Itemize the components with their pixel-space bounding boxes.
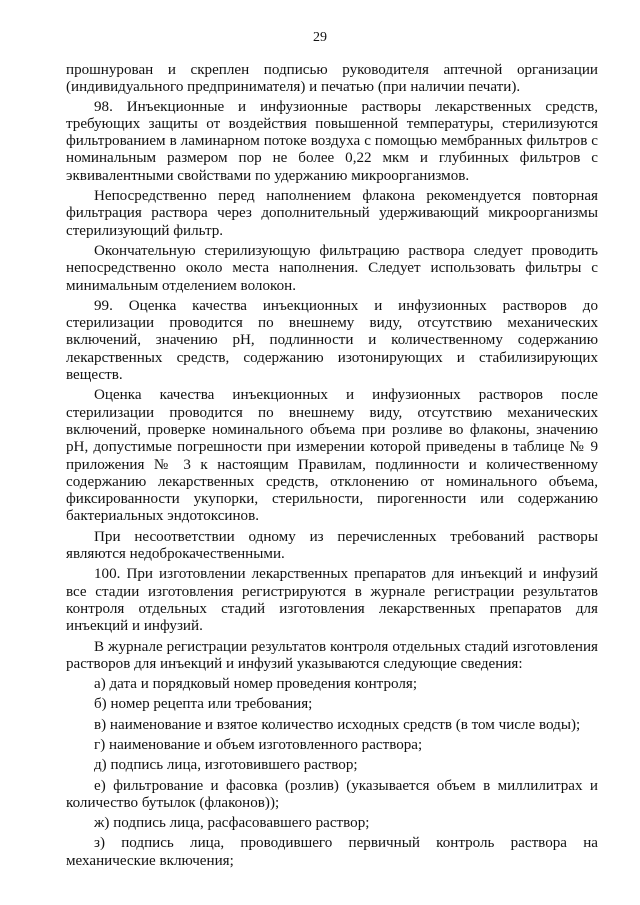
list-item-z: з) подпись лица, проводившего первичный контроль раствора на механические включения; — [66, 835, 598, 869]
paragraph-refiltration: Непосредственно перед наполнением флакона рекомендуется повторная фильтрация раствора через дополнительный удерживающий микроорганизмы стерилизующий фильтр. — [66, 188, 598, 239]
list-item-g: г) наименование и объем изготовленного раствора; — [94, 736, 423, 753]
paragraph-final-filtration: Окончательную стерилизующую фильтрацию раствора следует проводить непосредственно около места наполнения. Следует использовать фильтры с минимальным отделением волокон. — [66, 242, 598, 294]
paragraph-quality-after-sterilization: Оценка качества инъекционных и инфузионных растворов после стерилизации проводится по внешнему виду, отсутствию механических включений, проверке номинального объема при розливе во флаконы, значению pH, допустимые погрешности при измерении которой приведены в таблице № 9 приложения № 3 к настоящим Правилам, подлинности и количественному содержанию лекарственных средств, отклонению от номинального объема, фиксированности укупорки, стерильности, пирогенности или содержанию бактериальных эндотоксинов. — [66, 387, 598, 525]
list-item-v: в) наименование и взятое количество исходных средств (в том числе воды); — [94, 716, 581, 733]
list-item-b: б) номер рецепта или требования; — [94, 696, 313, 713]
paragraph-nonconformity: При несоответствии одному из перечисленных требований растворы являются недоброкачественными. — [66, 528, 598, 563]
list-item-a: а) дата и порядковый номер проведения контроля; — [94, 676, 418, 693]
paragraph-100: 100. При изготовлении лекарственных препаратов для инъекций и инфузий все стадии изготовления регистрируются в журнале регистрации результатов контроля отдельных стадий изготовления лекарственных препаратов для инъекций и инфузий. — [66, 566, 598, 635]
list-item-zh: ж) подпись лица, расфасовавшего раствор; — [94, 815, 370, 832]
page-number: 29 — [313, 30, 327, 45]
paragraph-continuation: прошнурован и скреплен подписью руководителя аптечной организации (индивидуального предпринимателя) и печатью (при наличии печати). — [66, 62, 598, 96]
paragraph-99: 99. Оценка качества инъекционных и инфузионных растворов до стерилизации проводится по внешнему виду, отсутствию механических включений, значению pH, подлинности и количественному содержанию лекарственных средств, содержанию изотонирующих и стабилизирующих веществ. — [66, 297, 598, 384]
list-item-e: е) фильтрование и фасовка (розлив) (указывается объем в миллилитрах и количество бутылок (флаконов)); — [66, 777, 598, 811]
list-item-d: д) подпись лица, изготовившего раствор; — [94, 757, 358, 774]
paragraph-journal-info: В журнале регистрации результатов контроля отдельных стадий изготовления растворов для инъекций и инфузий указываются следующие сведения: — [66, 638, 598, 672]
paragraph-98: 98. Инъекционные и инфузионные растворы лекарственных средств, требующих защиты от воздействия повышенной температуры, стерилизуются фильтрованием в ламинарном потоке воздуха с помощью мембранных фильтров с номинальным размером пор не более 0,22 мкм и глубинных фильтров с эквивалентными свойствами по удержанию микроорганизмов. — [66, 98, 598, 184]
document-body — [66, 62, 598, 870]
